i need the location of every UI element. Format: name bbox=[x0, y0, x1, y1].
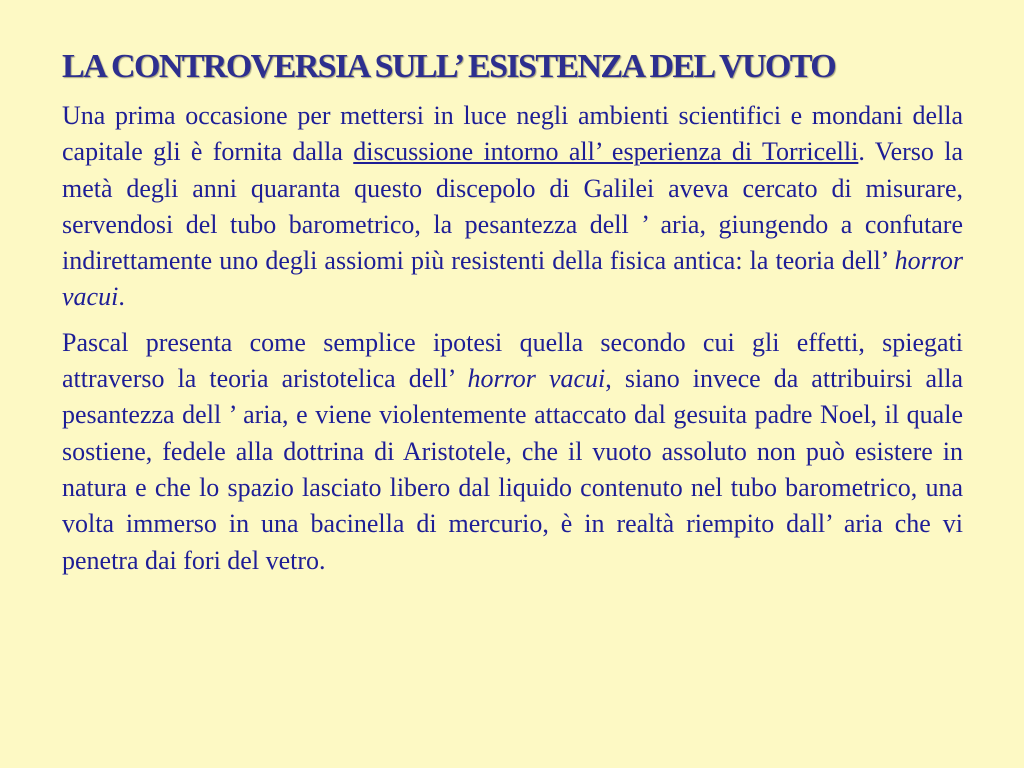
paragraph-1-text-a: Una prima occasione per mettersi in luce negli ambienti scientifici e mondani della capitale gli è fornita dalla bbox=[62, 101, 963, 167]
paragraph-torricelli bbox=[62, 98, 963, 316]
torricelli-link[interactable]: discussione intorno all’ esperienza di Torricelli bbox=[353, 137, 859, 167]
horror-vacui-term-2: horror vacui bbox=[467, 364, 606, 394]
paragraph-1-text-c: . bbox=[118, 282, 125, 312]
horror-vacui-term: horror vacui bbox=[62, 246, 963, 312]
paragraph-2-text-b: , siano invece da attribuirsi alla pesantezza dell ’ aria, e viene violentemente attaccato dal gesuita padre Noel, il quale sostiene, fedele alla dottrina di Aristotele, che il vuoto assoluto non può esistere in natura e che lo spazio lasciato libero dal liquido contenuto nel tubo barometrico, una volta immerso in una bacinella di mercurio, è in realtà riempito dall’ aria che vi penetra dai fori del vetro. bbox=[62, 364, 963, 575]
slide-title: LA CONTROVERSIA SULL’ ESISTENZA DEL VUOTO bbox=[62, 48, 836, 85]
paragraph-pascal bbox=[62, 325, 963, 579]
paragraph-2-text-a: Pascal presenta come semplice ipotesi quella secondo cui gli effetti, spiegati attraverso la teoria aristotelica dell’ bbox=[62, 327, 963, 394]
paragraph-1-text-b: . Verso la metà degli anni quaranta questo discepolo di Galilei aveva cercato di misurare, servendosi del tubo barometrico, la pesantezza dell ’ aria, giungendo a confutare indirettamente uno degli assiomi più resistenti della fisica antica: la teoria dell’ bbox=[62, 137, 963, 276]
